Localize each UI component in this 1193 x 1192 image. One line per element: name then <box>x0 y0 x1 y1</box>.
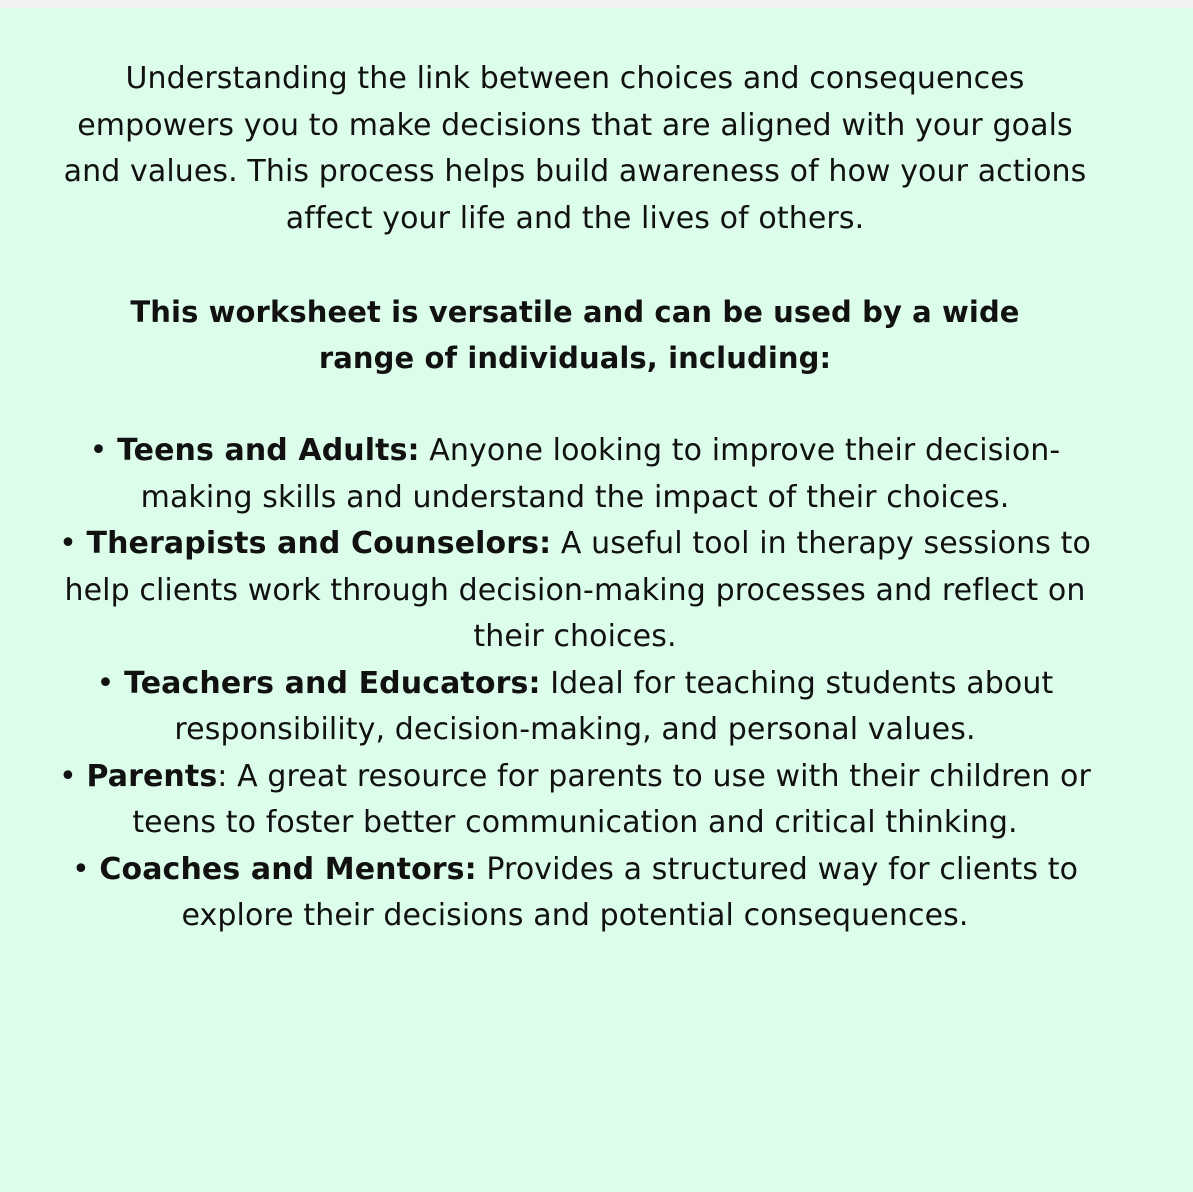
audience-description: A useful tool in therapy sessions to help clients work through decision-making processes and reflect on their choices. <box>64 526 1091 654</box>
audience-item-coaches <box>50 847 1100 940</box>
intro-paragraph: Understanding the link between choices and consequences empowers you to make decisions that are aligned with your goals and values. This process helps build awareness of how your actions affect your life and the lives of others. <box>63 61 1087 236</box>
audience-title: Coaches and Mentors: <box>99 851 477 887</box>
audience-title: Parents <box>86 758 218 794</box>
audience-item-therapists <box>50 521 1100 661</box>
audience-lead-heading: This worksheet is versatile and can be used by a wide range of individuals, including: <box>130 294 1020 375</box>
content-block <box>50 56 1100 940</box>
audience-item-teachers <box>50 661 1100 754</box>
audience-item-teens-adults <box>50 428 1100 521</box>
bullet: • <box>96 665 115 701</box>
audience-title: Therapists and Counselors: <box>86 526 552 561</box>
audience-description: Provides a structured way for clients to explore their decisions and potential consequences. <box>181 851 1079 933</box>
audience-list <box>50 428 1100 940</box>
audience-description: Anyone looking to improve their decision-making skills and understand the impact of their choices. <box>140 433 1061 515</box>
audience-title: Teens and Adults: <box>117 433 420 468</box>
spacer <box>50 382 1100 429</box>
bullet: • <box>71 851 90 887</box>
bullet: • <box>59 526 77 561</box>
audience-description: Ideal for teaching students about responsibility, decision-making, and personal values. <box>174 665 1054 747</box>
spacer <box>50 242 1100 289</box>
bullet: • <box>59 758 77 794</box>
worksheet-page <box>0 8 1193 1192</box>
audience-title: Teachers and Educators: <box>124 665 541 701</box>
bullet: • <box>89 433 108 468</box>
audience-description: : A great resource for parents to use with their children or teens to foster better communication and critical thinking. <box>132 758 1091 840</box>
audience-item-parents <box>50 754 1100 847</box>
